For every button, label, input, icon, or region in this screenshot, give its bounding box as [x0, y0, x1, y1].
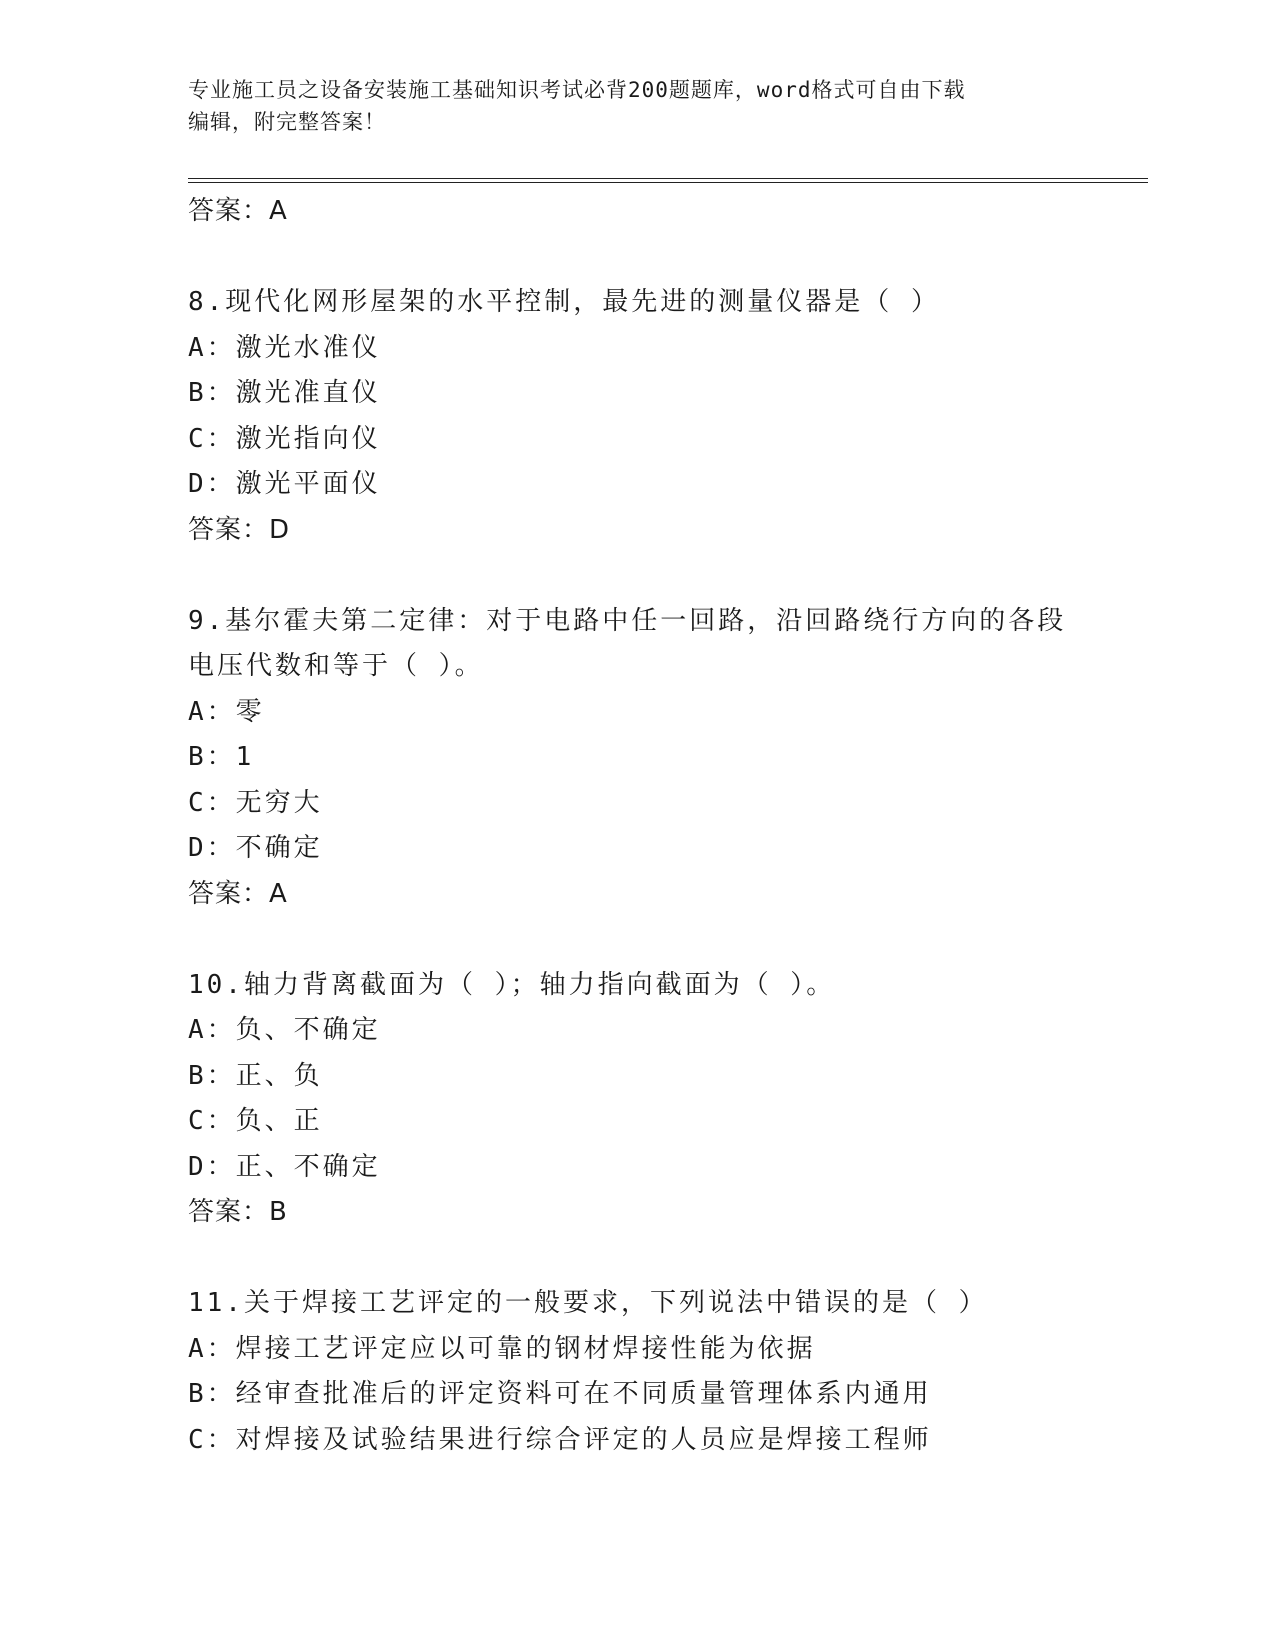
spacer: [188, 917, 1088, 963]
option-d: D：不确定: [188, 833, 323, 863]
question-block: [188, 1281, 1088, 1463]
question-stem: 11.关于焊接工艺评定的一般要求，下列说法中错误的是（ ）: [188, 1288, 988, 1318]
option-b: B：激光准直仪: [188, 378, 381, 408]
question-list: [188, 189, 1088, 1463]
question-block: [188, 280, 1088, 553]
option-c: C：对焊接及试验结果进行综合评定的人员应是焊接工程师: [188, 1424, 932, 1455]
answer-line: 答案：B: [188, 1197, 288, 1227]
header-line-2: 编辑，附完整答案！: [188, 110, 386, 134]
question-stem-continued: 电压代数和等于（ ）。: [188, 651, 484, 681]
option-a: A：焊接工艺评定应以可靠的钢材焊接性能为依据: [188, 1333, 816, 1364]
option-c: C：无穷大: [188, 787, 323, 818]
answer-line: 答案：A: [188, 196, 288, 226]
question-block: [188, 963, 1088, 1236]
option-c: C：负、正: [188, 1106, 323, 1136]
document-header: [188, 74, 1088, 138]
option-d: D：正、不确定: [188, 1151, 381, 1182]
answer-line: 答案：A: [188, 878, 288, 909]
question-stem: 8.现代化网形屋架的水平控制，最先进的测量仪器是（ ）: [188, 287, 940, 317]
option-d: D：激光平面仪: [188, 469, 381, 499]
question-block: [188, 599, 1088, 918]
option-c: C：激光指向仪: [188, 423, 381, 454]
option-b: B：经审查批准后的评定资料可在不同质量管理体系内通用: [188, 1379, 932, 1409]
question-stem: 9.基尔霍夫第二定律：对于电路中任一回路，沿回路绕行方向的各段: [188, 605, 1067, 636]
spacer: [188, 1236, 1088, 1282]
header-rule-bottom: [188, 182, 1148, 183]
option-b: B：正、负: [188, 1060, 323, 1091]
spacer: [188, 235, 1088, 281]
header-rule-top: [188, 178, 1148, 179]
option-a: A：激光水准仪: [188, 332, 381, 363]
option-a: A：负、不确定: [188, 1015, 381, 1045]
spacer: [188, 553, 1088, 599]
question-stem: 10.轴力背离截面为（ ）；轴力指向截面为（ ）。: [188, 969, 836, 1000]
answer-line: 答案：D: [188, 514, 291, 545]
header-line-1: 专业施工员之设备安装施工基础知识考试必背200题题库，word格式可自由下载: [188, 78, 966, 102]
option-b: B：1: [188, 742, 255, 772]
option-a: A：零: [188, 696, 265, 727]
